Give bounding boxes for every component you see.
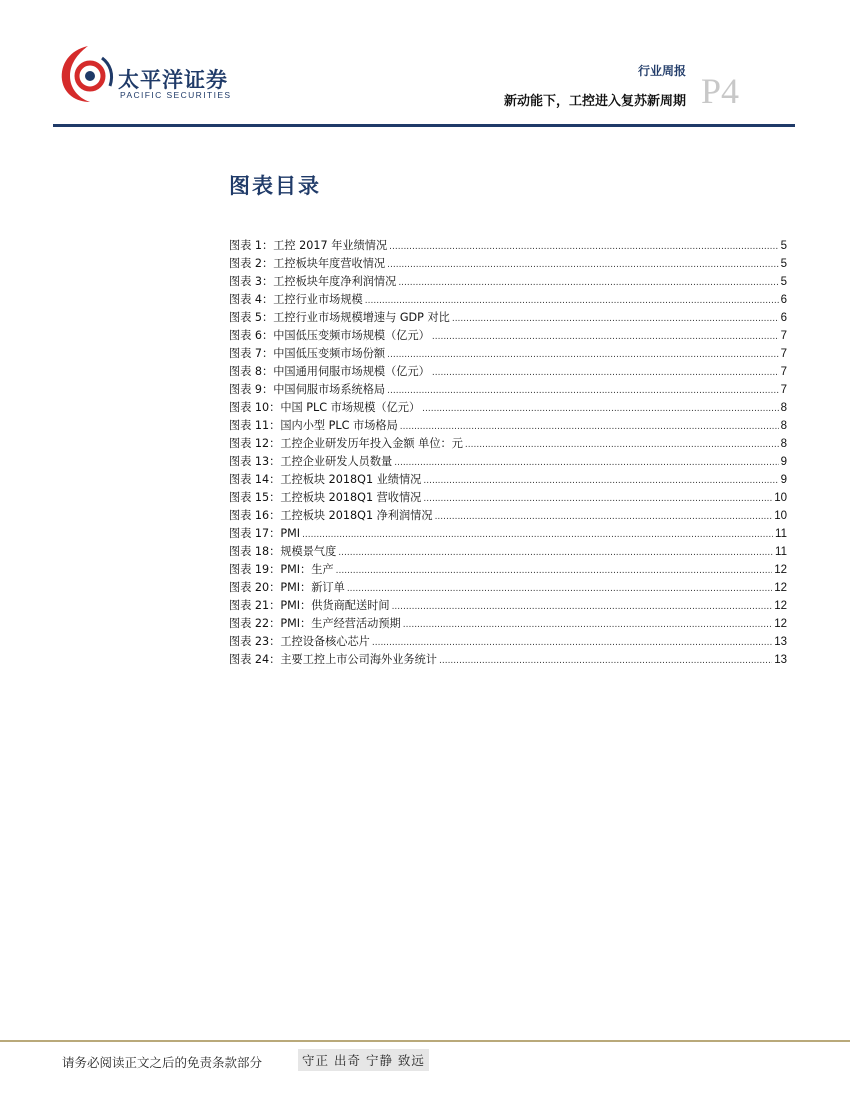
toc-item-label: 图表 14：工控板块 2018Q1 业绩情况 bbox=[229, 473, 422, 486]
footer-motto: 守正 出奇 宁静 致远 bbox=[298, 1049, 429, 1071]
toc-item-page: 7 bbox=[780, 366, 787, 378]
toc-leader-dots bbox=[400, 417, 779, 436]
toc-leader-dots bbox=[336, 561, 773, 580]
pacific-securities-logo-icon bbox=[58, 44, 118, 104]
toc-item-page: 11 bbox=[775, 528, 787, 540]
toc-item-label: 图表 20：PMI：新订单 bbox=[229, 581, 345, 594]
toc-item[interactable] bbox=[229, 273, 787, 291]
toc-item-label: 图表 24：主要工控上市公司海外业务统计 bbox=[229, 653, 437, 666]
toc-item-page: 8 bbox=[780, 420, 787, 432]
toc-item-page: 12 bbox=[774, 582, 787, 594]
toc-item-label: 图表 22：PMI：生产经营活动预期 bbox=[229, 617, 401, 630]
brand-name-cn: 太平洋证券 bbox=[118, 68, 228, 92]
toc-item-label: 图表 4：工控行业市场规模 bbox=[229, 293, 363, 306]
toc-item-label: 图表 12：工控企业研发历年投入金额 单位：元 bbox=[229, 437, 463, 450]
toc-item-page: 7 bbox=[780, 330, 787, 342]
toc-item[interactable] bbox=[229, 597, 787, 615]
toc-item[interactable] bbox=[229, 435, 787, 453]
toc-item-label: 图表 3：工控板块年度净利润情况 bbox=[229, 275, 397, 288]
toc-item[interactable] bbox=[229, 327, 787, 345]
toc-item-page: 9 bbox=[780, 456, 787, 468]
page-number: P4 bbox=[701, 71, 740, 111]
toc-leader-dots bbox=[423, 471, 778, 490]
report-type: 行业周报 bbox=[637, 64, 686, 78]
toc-item-label: 图表 19：PMI：生产 bbox=[229, 563, 334, 576]
toc-item[interactable] bbox=[229, 291, 787, 309]
toc-item[interactable] bbox=[229, 399, 787, 417]
footer-disclaimer: 请务必阅读正文之后的免责条款部分 bbox=[62, 1055, 263, 1070]
toc-item-page: 13 bbox=[774, 654, 787, 666]
figure-toc-list bbox=[229, 237, 787, 669]
toc-item[interactable] bbox=[229, 453, 787, 471]
toc-item[interactable] bbox=[229, 381, 787, 399]
toc-leader-dots bbox=[432, 363, 779, 382]
toc-leader-dots bbox=[347, 579, 772, 598]
toc-leader-dots bbox=[389, 237, 778, 256]
toc-leader-dots bbox=[432, 327, 779, 346]
toc-item[interactable] bbox=[229, 525, 787, 543]
toc-leader-dots bbox=[422, 399, 778, 418]
toc-item[interactable] bbox=[229, 417, 787, 435]
toc-leader-dots bbox=[403, 615, 772, 634]
toc-item-page: 10 bbox=[774, 492, 787, 504]
toc-leader-dots bbox=[302, 525, 773, 544]
toc-item-label: 图表 8：中国通用伺服市场规模（亿元） bbox=[229, 365, 430, 378]
toc-item[interactable] bbox=[229, 489, 787, 507]
toc-leader-dots bbox=[365, 291, 779, 310]
toc-item-page: 5 bbox=[780, 276, 787, 288]
toc-item-label: 图表 17：PMI bbox=[229, 527, 301, 540]
toc-item-page: 11 bbox=[775, 546, 787, 558]
toc-item-page: 7 bbox=[780, 384, 787, 396]
toc-item-page: 5 bbox=[780, 258, 787, 270]
toc-leader-dots bbox=[387, 255, 778, 274]
toc-item-page: 9 bbox=[780, 474, 787, 486]
toc-item[interactable] bbox=[229, 579, 787, 597]
toc-item-label: 图表 10：中国 PLC 市场规模（亿元） bbox=[229, 401, 421, 414]
brand-name-en: PACIFIC SECURITIES bbox=[120, 90, 232, 100]
page-header bbox=[0, 0, 850, 130]
toc-leader-dots bbox=[392, 597, 773, 616]
toc-item[interactable] bbox=[229, 651, 787, 669]
toc-item-page: 8 bbox=[780, 438, 787, 450]
toc-item-page: 12 bbox=[774, 564, 787, 576]
toc-item[interactable] bbox=[229, 543, 787, 561]
toc-leader-dots bbox=[423, 489, 772, 508]
toc-item[interactable] bbox=[229, 237, 787, 255]
header-divider bbox=[53, 124, 795, 127]
toc-title: 图表目录 bbox=[229, 173, 321, 198]
toc-item-label: 图表 6：中国低压变频市场规模（亿元） bbox=[229, 329, 430, 342]
report-title: 新动能下，工控进入复苏新周期 bbox=[503, 94, 686, 109]
toc-item[interactable] bbox=[229, 345, 787, 363]
toc-leader-dots bbox=[372, 633, 772, 652]
toc-item[interactable] bbox=[229, 255, 787, 273]
toc-item[interactable] bbox=[229, 561, 787, 579]
toc-item-page: 8 bbox=[780, 402, 787, 414]
toc-item-page: 7 bbox=[780, 348, 787, 360]
toc-item-page: 10 bbox=[774, 510, 787, 522]
toc-item[interactable] bbox=[229, 615, 787, 633]
toc-item-label: 图表 2：工控板块年度营收情况 bbox=[229, 257, 386, 270]
toc-item-label: 图表 11：国内小型 PLC 市场格局 bbox=[229, 419, 398, 432]
toc-item[interactable] bbox=[229, 633, 787, 651]
toc-leader-dots bbox=[439, 651, 772, 670]
toc-item[interactable] bbox=[229, 507, 787, 525]
toc-item[interactable] bbox=[229, 363, 787, 381]
toc-item-label: 图表 15：工控板块 2018Q1 营收情况 bbox=[229, 491, 422, 504]
toc-item-label: 图表 23：工控设备核心芯片 bbox=[229, 635, 370, 648]
toc-item-label: 图表 13：工控企业研发人员数量 bbox=[229, 455, 393, 468]
toc-item[interactable] bbox=[229, 309, 787, 327]
toc-item-page: 6 bbox=[780, 294, 787, 306]
toc-leader-dots bbox=[465, 435, 779, 454]
toc-item-label: 图表 16：工控板块 2018Q1 净利润情况 bbox=[229, 509, 433, 522]
toc-item-label: 图表 9：中国伺服市场系统格局 bbox=[229, 383, 386, 396]
footer-divider bbox=[0, 1040, 850, 1042]
toc-item-page: 5 bbox=[780, 240, 787, 252]
toc-item-label: 图表 18：规模景气度 bbox=[229, 545, 337, 558]
toc-leader-dots bbox=[398, 273, 778, 292]
toc-leader-dots bbox=[452, 309, 779, 328]
toc-item-label: 图表 5：工控行业市场规模增速与 GDP 对比 bbox=[229, 311, 450, 324]
toc-item-label: 图表 1：工控 2017 年业绩情况 bbox=[229, 239, 388, 252]
toc-item-label: 图表 7：中国低压变频市场份额 bbox=[229, 347, 386, 360]
toc-item-page: 12 bbox=[774, 618, 787, 630]
toc-item-page: 6 bbox=[780, 312, 787, 324]
toc-item-label: 图表 21：PMI：供货商配送时间 bbox=[229, 599, 390, 612]
toc-leader-dots bbox=[387, 345, 778, 364]
toc-item-page: 13 bbox=[774, 636, 787, 648]
toc-item[interactable] bbox=[229, 471, 787, 489]
toc-item-page: 12 bbox=[774, 600, 787, 612]
toc-leader-dots bbox=[338, 543, 773, 562]
toc-leader-dots bbox=[435, 507, 773, 526]
toc-leader-dots bbox=[394, 453, 778, 472]
toc-leader-dots bbox=[387, 381, 778, 400]
